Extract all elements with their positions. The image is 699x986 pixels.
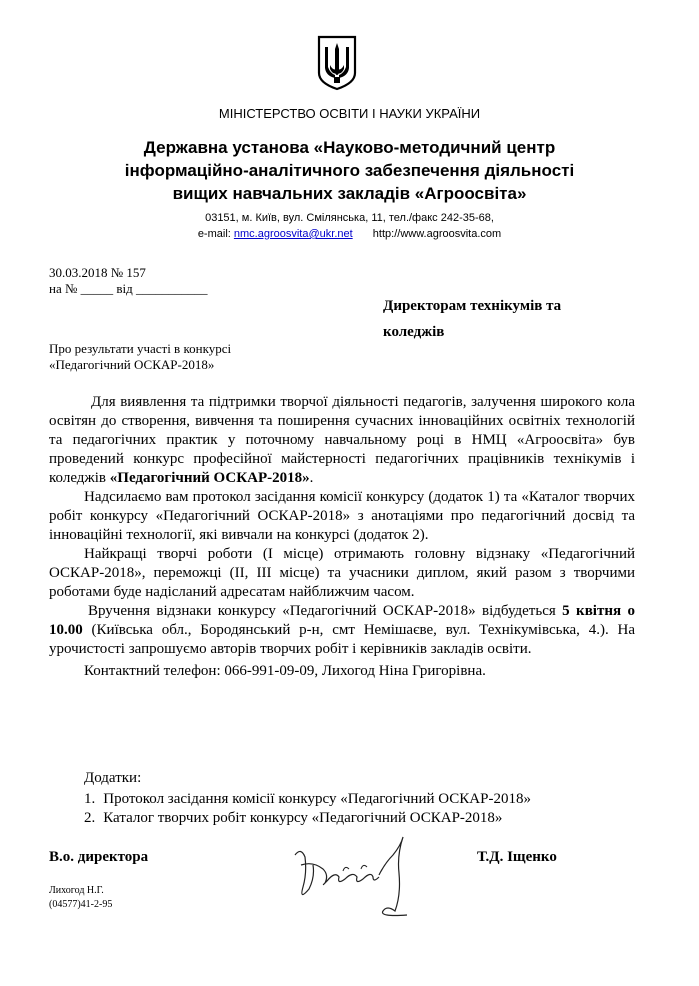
executor-phone: (04577)41-2-95 bbox=[49, 899, 113, 910]
website-link[interactable]: http://www.agroosvita.com bbox=[372, 228, 502, 240]
trident-emblem-icon bbox=[317, 35, 357, 91]
addressee-line-2: коледжів bbox=[383, 324, 445, 340]
subject-line-2: «Педагогічний ОСКАР-2018» bbox=[49, 357, 215, 372]
contact-line bbox=[0, 228, 699, 240]
institution-name-line-1: Державна установа «Науково-методичний центр bbox=[143, 138, 556, 157]
paragraph-2: Надсилаємо вам протокол засідання комісії конкурсу (додаток 1) та «Каталог творчих робіт конкурсу «Педагогічний ОСКАР-2018» з анотаціями про педагогічний досвід та інноваційні технології, які вивчали на конкурсі (додаток 2). bbox=[49, 489, 635, 543]
reference-number: на № _____ від ___________ bbox=[49, 281, 208, 296]
contact-phone: Контактний телефон: 066-991-09-09, Лихогод Ніна Григорівна. bbox=[84, 663, 486, 679]
institution-name-line-3: вищих навчальних закладів «Агроосвіта» bbox=[172, 184, 527, 203]
event-date-bold: 5 квітня о 10.00 bbox=[49, 603, 635, 638]
handwritten-signature bbox=[283, 825, 423, 920]
subject-line-1: Про результати участі в конкурсі bbox=[49, 341, 232, 356]
addressee-line-1: Директорам технікумів та bbox=[383, 298, 562, 314]
email-label: e-mail: bbox=[197, 228, 231, 240]
attachment-item-2: 2. Каталог творчих робіт конкурсу «Педагогічний ОСКАР-2018» bbox=[84, 810, 503, 826]
institution-address: 03151, м. Київ, вул. Смілянська, 11, тел./факс 242-35-68, bbox=[205, 212, 494, 224]
email-link[interactable]: nmc.agroosvita@ukr.net bbox=[233, 228, 353, 240]
signatory-position: В.о. директора bbox=[49, 849, 149, 865]
letter-date-number: 30.03.2018 № 157 bbox=[49, 265, 146, 280]
contest-name-bold: «Педагогічний ОСКАР-2018» bbox=[109, 470, 310, 486]
executor-name: Лихогод Н.Г. bbox=[49, 885, 104, 896]
paragraph-3: Найкращі творчі роботи (І місце) отримають головну відзнаку «Педагогічний ОСКАР-2018», переможці (ІІ, ІІІ місце) та учасники диплом, який разом з творчими роботами буде надісланий адресатам найближчим часом. bbox=[49, 546, 635, 600]
institution-name-line-2: інформаційно-аналітичного забезпечення діяльності bbox=[124, 161, 575, 180]
attachments-heading: Додатки: bbox=[84, 770, 142, 786]
signatory-name: Т.Д. Іщенко bbox=[477, 849, 557, 865]
paragraph-4: Вручення відзнаки конкурсу «Педагогічний ОСКАР-2018» відбудеться 5 квітня о 10.00 (Київська обл., Бородянський р-н, смт Немішаєве, вул. Технікумівська, 4.). На урочистості запрошуємо авторів творчих робіт і керівників закладів освіти. bbox=[49, 603, 635, 657]
letter-body bbox=[49, 393, 635, 681]
ministry-title: МІНІСТЕРСТВО ОСВІТИ І НАУКИ УКРАЇНИ bbox=[218, 106, 481, 121]
attachment-item-1: 1. Протокол засідання комісії конкурсу «Педагогічний ОСКАР-2018» bbox=[84, 791, 531, 807]
paragraph-1: Для виявлення та підтримки творчої діяльності педагогів, залучення широкого кола освітян до створення, вивчення та поширення сучасних інноваційних освітніх технологій та педагогічних практик у поточному навчальному році в НМЦ «Агроосвіта» був проведений конкурс професійної майстерності педагогічних працівників технікумів і коледжів «Педагогічний ОСКАР-2018». bbox=[49, 394, 635, 486]
